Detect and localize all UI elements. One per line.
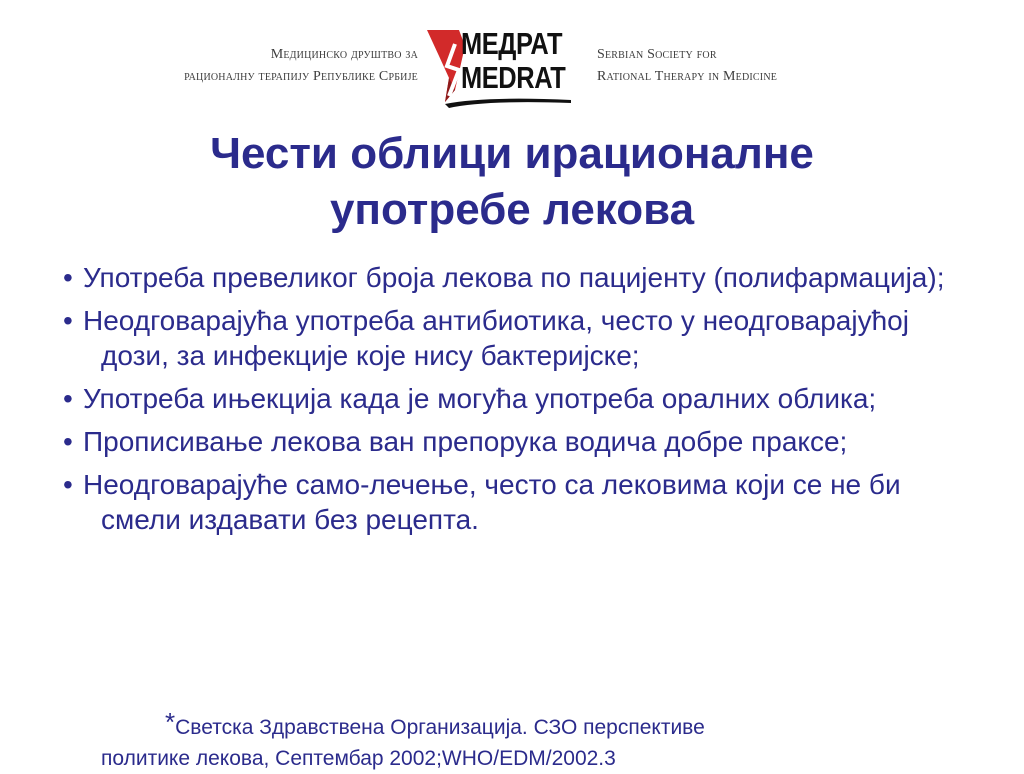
bullet-marker: • [63,383,73,414]
bullet-marker: • [63,305,73,336]
org-name-english-line1: Serbian Society for [597,47,717,62]
slide-title-line2: употребе лекова [329,185,695,234]
footnote [101,707,981,774]
bullet-text: Употреба ињекција када је могућа употреба оралних облика; [83,383,877,414]
org-name-english [597,44,777,88]
org-name-serbian [184,44,418,88]
bullet-item [63,260,963,295]
bullet-item [63,303,963,373]
org-name-serbian-line1: Медицинско друштво за [270,47,418,62]
logo-text-latin: MEDRAT [461,60,566,95]
bullet-item [63,467,963,537]
footnote-line1 [101,707,981,743]
bullet-text: Употреба превеликог броја лекова по пацијенту (полифармација); [83,262,945,293]
footnote-star: * [165,707,176,737]
footnote-text-line2: политике лекова, Септембар 2002;WHO/EDM/2002.3 [101,747,616,770]
bullet-text: Неодговарајуће само-лечење, често са лековима који се не би смели издавати без рецепта. [83,469,901,535]
bullet-marker: • [63,262,73,293]
bullet-marker: • [63,469,73,500]
bullet-item [63,424,963,459]
bullet-marker: • [63,426,73,457]
slide-title [0,126,1024,238]
logo-text-cyrillic: МЕДРАТ [461,26,563,61]
org-name-serbian-line2: рационалну терапију Републике Србије [184,69,418,84]
bullet-item [63,381,963,416]
slide-title-line1: Чести облици ирационалне [210,129,814,178]
bullet-text: Неодговарајућа употреба антибиотика, често у неодговарајућој дози, за инфекције које нису бактеријске; [83,305,909,371]
bullet-list [63,260,963,545]
org-name-english-line2: Rational Therapy in Medicine [597,69,778,84]
slide-header [0,0,1024,120]
medrat-logo [425,26,575,110]
footnote-text-line1: Светска Здравствена Организација. СЗО перспективе [175,716,705,739]
bullet-text: Прописивање лекова ван препорука водича добре праксе; [83,426,848,457]
